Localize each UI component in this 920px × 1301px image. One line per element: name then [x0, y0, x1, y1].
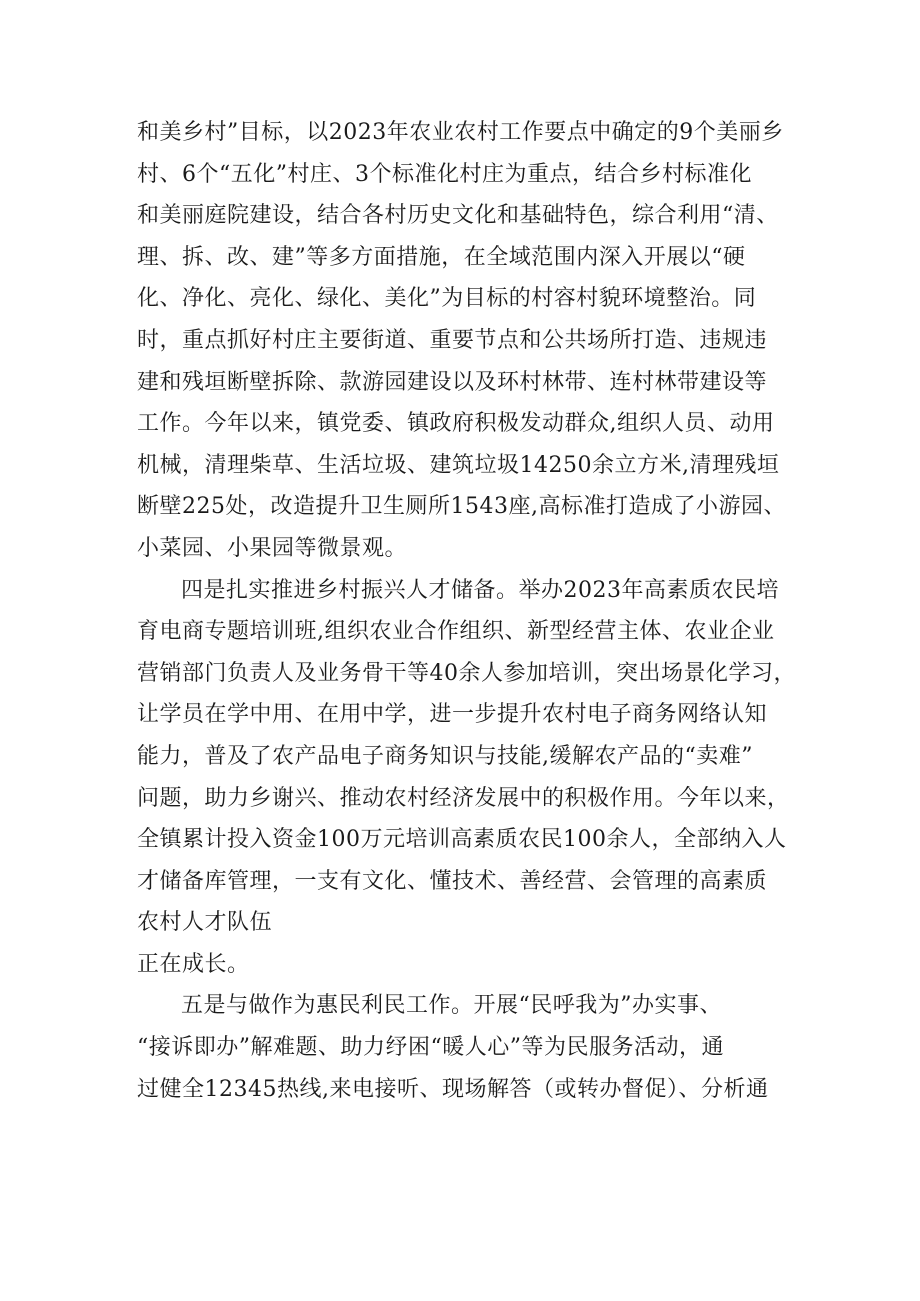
paragraph-1-line-2: 村、6个“五化”村庄、3个标准化村庄为重点，结合乡村标准化 — [137, 161, 752, 187]
paragraph-2-line-1: 四是扎实推进乡村振兴人才储备。举办2023年高素质农民培 — [181, 577, 779, 603]
paragraph-1-line-5: 化、净化、亮化、绿化、美化”为目标的村容村貌环境整治。同 — [137, 286, 757, 312]
paragraph-1-line-6: 时，重点抓好村庄主要街道、重要节点和公共场所打造、违规违 — [137, 327, 768, 353]
paragraph-2-line-8: 才储备库管理，一支有文化、懂技术、善经营、会管理的高素质 — [137, 868, 768, 894]
paragraph-1-line-10: 断壁225处，改造提升卫生厕所1543座,高标准打造成了小游园、 — [137, 494, 786, 520]
paragraph-1-line-4: 理、拆、改、建”等多方面措施，在全域范围内深入开展以“硬 — [137, 244, 746, 270]
paragraph-1-line-11: 小菜园、小果园等微景观。 — [137, 535, 408, 561]
paragraph-1-line-9: 机械，清理柴草、生活垃圾、建筑垃圾14250余立方米,清理残垣 — [137, 452, 780, 478]
paragraph-3-line-3: 过健全12345热线,来电接听、现场解答（或转办督促）、分析通 — [137, 1076, 769, 1102]
paragraph-2-line-6: 问题，助力乡谢兴、推动农村经济发展中的积极作用。今年以来， — [137, 785, 790, 811]
paragraph-2-line-7: 全镇累计投入资金100万元培训高素质农民100余人，全部纳入人 — [137, 827, 787, 853]
paragraph-1-line-3: 和美丽庭院建设，结合各村历史文化和基础特色，综合利用“清、 — [137, 203, 779, 229]
document-body — [137, 112, 797, 1110]
paragraph-1-line-7: 建和残垣断壁拆除、款游园建设以及环村林带、连村林带建设等 — [137, 369, 768, 395]
paragraph-2-line-3: 营销部门负责人及业务骨干等40余人参加培训，突出场景化学习， — [137, 660, 796, 686]
paragraph-2-line-2: 育电商专题培训班,组织农业合作组织、新型经营主体、农业企业 — [137, 619, 775, 645]
paragraph-1-line-8: 工作。今年以来，镇党委、镇政府积极发动群众,组织人员、动用 — [137, 411, 775, 437]
paragraph-3-line-1: 五是与做作为惠民利民工作。开展“民呼我为”办实事、 — [181, 993, 722, 1019]
paragraph-1-line-1: 和美乡村”目标，以2023年农业农村工作要点中确定的9个美丽乡 — [137, 120, 784, 145]
paragraph-2-line-5: 能力，普及了农产品电子商务知识与技能,缓解农产品的“卖难” — [137, 743, 753, 769]
paragraph-2-line-9: 农村人才队伍 — [137, 910, 273, 936]
paragraph-3-line-2: “接诉即办”解难题、助力纾困“暖人心”等为民服务活动，通 — [137, 1035, 724, 1061]
paragraph-2-line-10: 正在成长。 — [137, 951, 250, 977]
paragraph-2-line-4: 让学员在学中用、在用中学，进一步提升农村电子商务网络认知 — [137, 702, 768, 728]
